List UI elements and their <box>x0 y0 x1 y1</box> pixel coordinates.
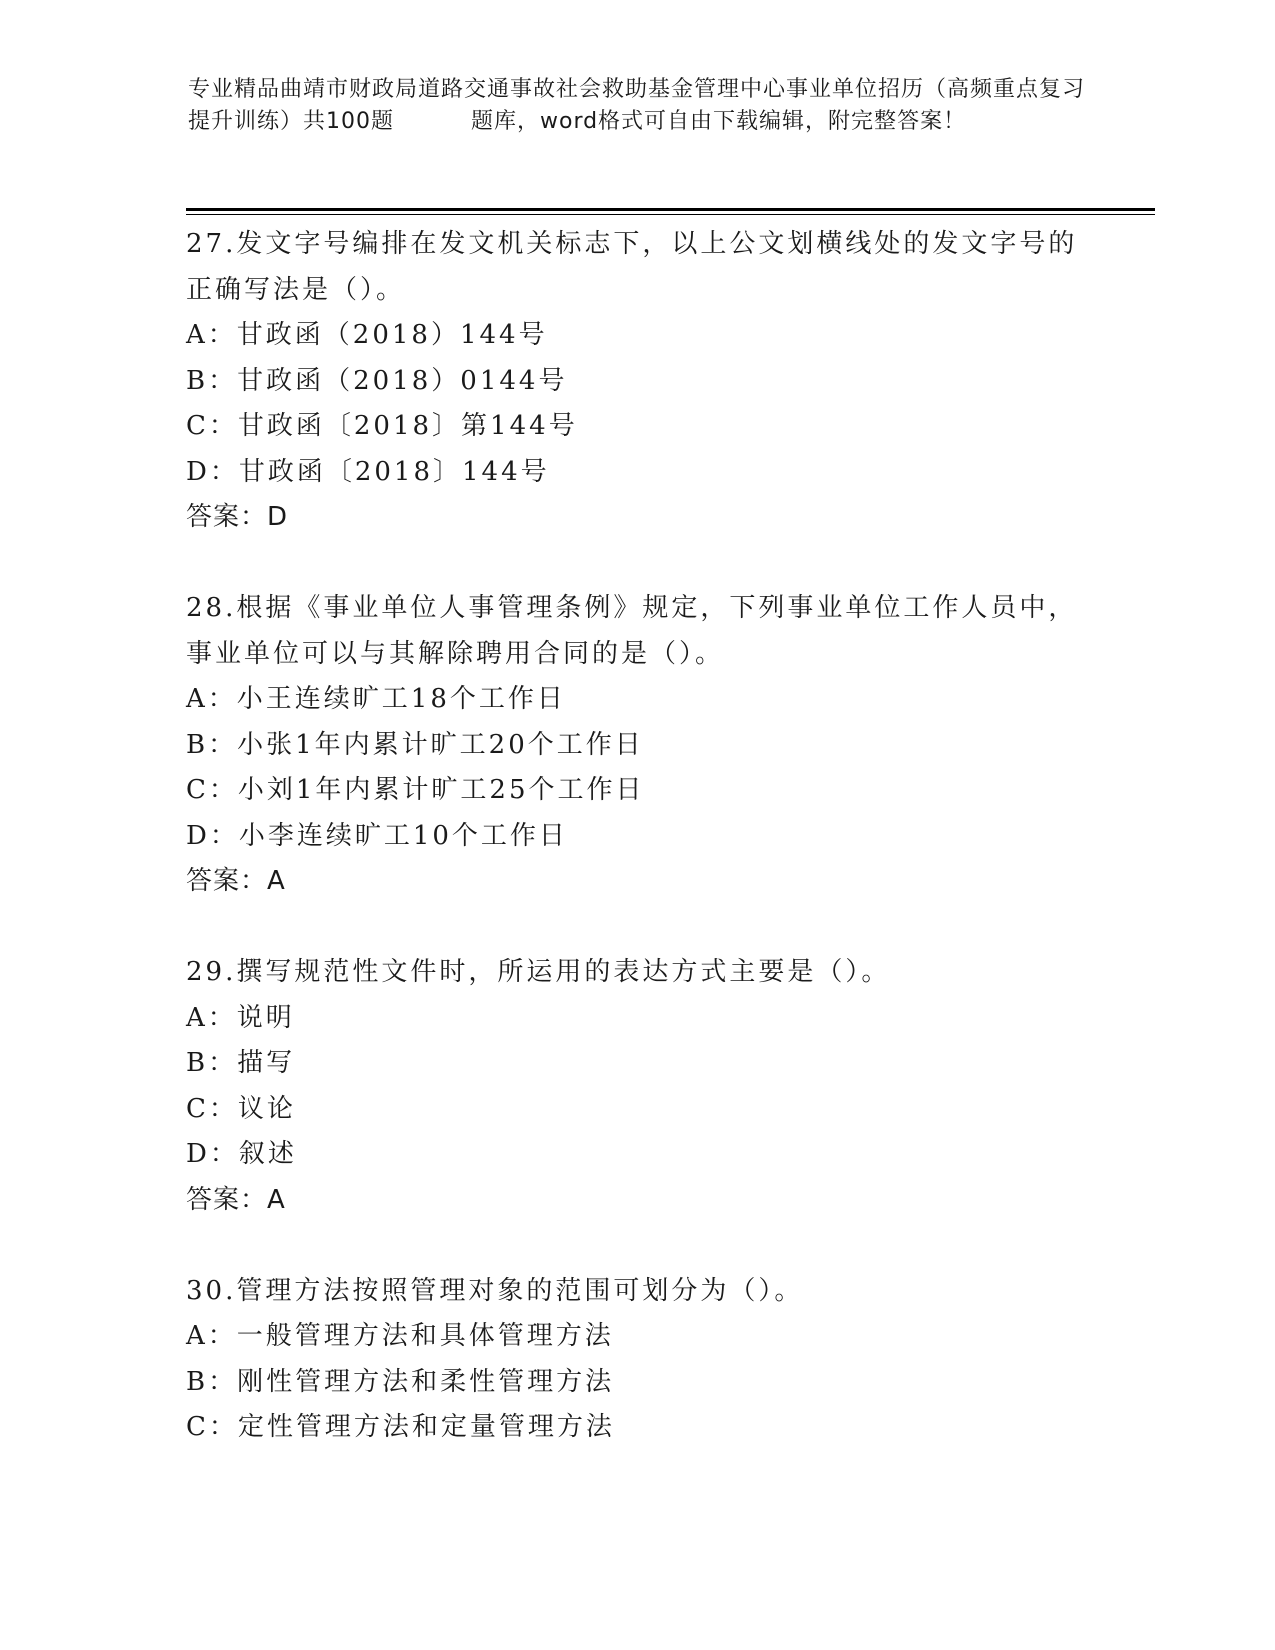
answer-label: 答案：D <box>186 502 289 532</box>
option-b: B：甘政函（2018）0144号 <box>186 365 568 396</box>
question-stem: 正确写法是（）。 <box>186 274 406 305</box>
header-divider-thick <box>186 208 1155 211</box>
option-a: A：说明 <box>186 1002 295 1033</box>
question-30 <box>186 1269 1106 1451</box>
option-b: B：刚性管理方法和柔性管理方法 <box>186 1366 615 1397</box>
answer-label: 答案：A <box>186 1184 286 1215</box>
document-header: 专业精品曲靖市财政局道路交通事故社会救助基金管理中心事业单位招历（高频重点复习提升训练）共100题 题库，word格式可自由下载编辑，附完整答案！ <box>188 77 1086 134</box>
option-c: C：甘政函〔2018〕第144号 <box>186 411 578 441</box>
question-list <box>186 222 1106 1451</box>
option-b: B：描写 <box>186 1048 296 1078</box>
option-c: C：定性管理方法和定量管理方法 <box>186 1412 615 1442</box>
spacer <box>186 541 1106 587</box>
header-divider-thin <box>186 214 1155 215</box>
option-d: D：叙述 <box>186 1139 297 1169</box>
answer-label: 答案：A <box>186 866 286 896</box>
option-d: D：小李连续旷工10个工作日 <box>186 820 568 851</box>
question-stem: 27.发文字号编排在发文机关标志下，以上公文划横线处的发文字号的 <box>186 229 1078 259</box>
question-stem: 28.根据《事业单位人事管理条例》规定，下列事业单位工作人员中， <box>186 593 1078 623</box>
option-c: C：小刘1年内累计旷工25个工作日 <box>186 775 645 805</box>
option-d: D：甘政函〔2018〕144号 <box>186 456 550 487</box>
option-b: B：小张1年内累计旷工20个工作日 <box>186 729 644 760</box>
option-c: C：议论 <box>186 1093 296 1124</box>
question-28 <box>186 586 1106 905</box>
option-a: A：一般管理方法和具体管理方法 <box>186 1321 614 1351</box>
question-stem: 29.撰写规范性文件时，所运用的表达方式主要是（）。 <box>186 957 891 987</box>
option-a: A：小王连续旷工18个工作日 <box>186 684 566 714</box>
question-stem: 事业单位可以与其解除聘用合同的是（）。 <box>186 638 725 669</box>
question-29 <box>186 950 1106 1223</box>
spacer <box>186 1223 1106 1269</box>
option-a: A：甘政函（2018）144号 <box>186 320 548 350</box>
question-27 <box>186 222 1106 541</box>
question-stem: 30.管理方法按照管理对象的范围可划分为（）。 <box>186 1275 804 1306</box>
spacer <box>186 905 1106 951</box>
